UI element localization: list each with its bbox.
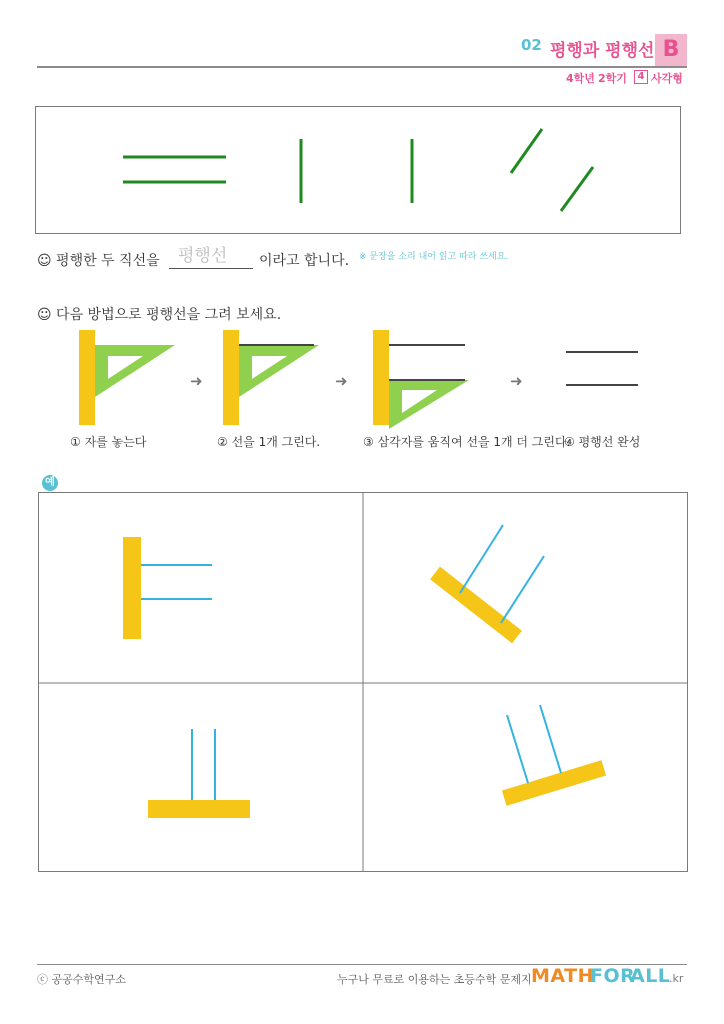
level-badge: B — [655, 34, 687, 66]
answer-underline — [169, 268, 253, 269]
set-square-step1 — [95, 345, 175, 397]
logo-kr: .kr — [669, 972, 684, 985]
arrow-icon-3: ➜ — [510, 372, 523, 390]
chapter-number-box: 4 — [634, 70, 648, 84]
ruler-example-2-group — [430, 567, 522, 644]
chapter-name: 사각형 — [651, 72, 683, 85]
method-prompt: ☺ 다음 방법으로 평행선을 그려 보세요. — [37, 307, 282, 323]
blue-line-4a — [507, 715, 528, 783]
step-4-label: ④ 평행선 완성 — [564, 435, 641, 449]
method-steps-figure — [60, 325, 660, 430]
footer-tagline: 누구나 무료로 이용하는 초등수학 문제지 — [337, 973, 532, 986]
definition-answer: 평행선 — [178, 246, 228, 266]
step-2-label: ② 선을 1개 그린다. — [217, 435, 321, 449]
blue-line-2b — [501, 556, 544, 623]
copyright-text: ⓒ 공공수학연구소 — [37, 973, 126, 986]
reading-note: ※ 문장을 소리 내어 읽고 따라 쓰세요. — [359, 252, 509, 262]
diagonal-line-2 — [561, 167, 593, 211]
arrow-icon-1: ➜ — [190, 372, 203, 390]
blue-line-4b — [540, 705, 561, 773]
ruler-example-3 — [148, 800, 250, 818]
definition-prefix: ☺ 평행한 두 직선을 — [37, 253, 160, 269]
logo-for: FOR — [590, 965, 636, 987]
set-square-step3 — [389, 380, 469, 429]
blue-line-2a — [460, 525, 503, 593]
grade-label: 4학년 — [566, 72, 595, 85]
header-divider — [37, 66, 687, 68]
example-figures — [39, 493, 687, 871]
example-badge: 예 — [42, 475, 58, 491]
ruler-step2 — [223, 330, 239, 425]
diagonal-line-1 — [511, 129, 542, 173]
ruler-step3 — [373, 330, 389, 425]
arrow-icon-2: ➜ — [335, 372, 348, 390]
step-1-label: ① 자를 놓는다 — [70, 435, 147, 449]
parallel-lines-figure — [36, 107, 680, 233]
ruler-example-2 — [430, 567, 522, 644]
ruler-example-4 — [502, 760, 606, 806]
unit-number: 02 — [521, 36, 542, 54]
step-3-label: ③ 삼각자를 움직여 선을 1개 더 그린다. — [363, 435, 571, 449]
ruler-step1 — [79, 330, 95, 425]
ruler-example-1 — [123, 537, 141, 639]
parallel-lines-box — [35, 106, 681, 234]
logo-all: ALL — [630, 965, 671, 987]
set-square-step2 — [239, 345, 319, 397]
unit-title: 평행과 평행선 — [550, 41, 655, 61]
definition-suffix: 이라고 합니다. — [259, 253, 350, 269]
ruler-example-4-group — [502, 760, 606, 806]
logo-math: MATH — [531, 965, 594, 987]
semester-label: 2학기 — [598, 72, 627, 85]
example-grid — [38, 492, 688, 872]
